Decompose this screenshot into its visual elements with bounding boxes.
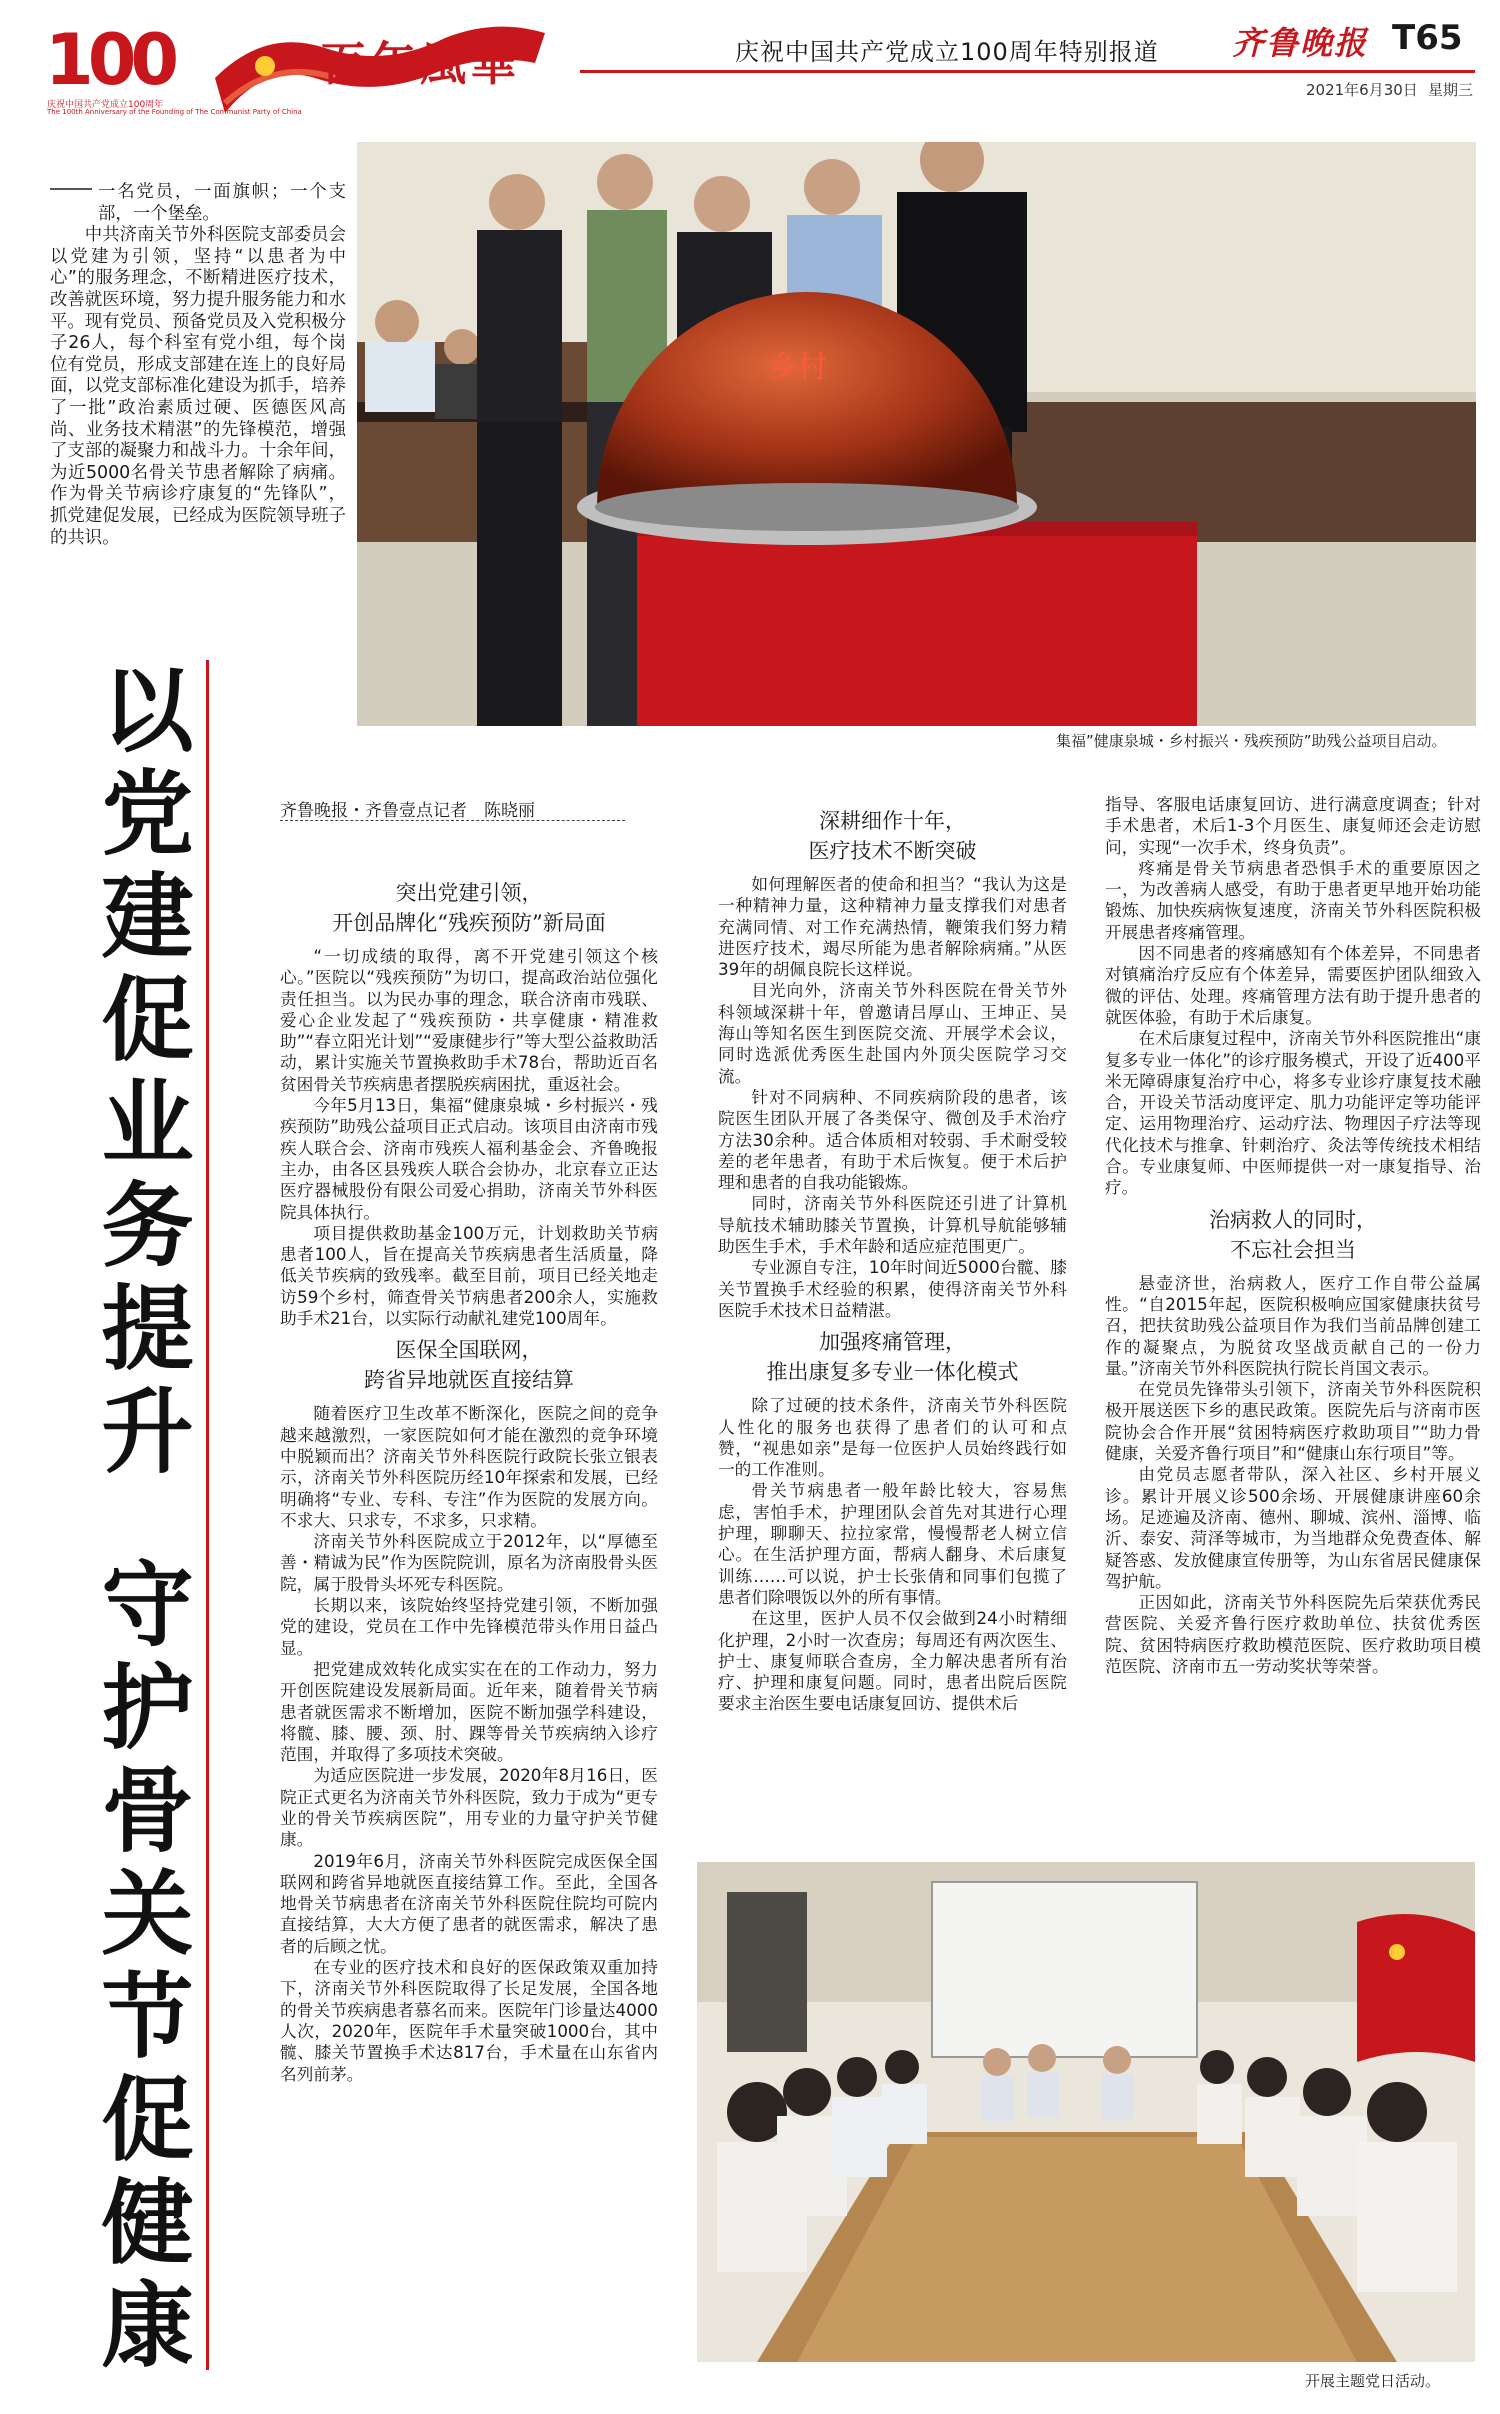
- headline-char: 节: [101, 1964, 194, 2071]
- paragraph: 在这里，医护人员不仅会做到24小时精细化护理，2小时一次查房；每周还有两次医生、护士、康复师联合查房，全力解决患者所有治疗、护理和康复问题。同时，患者出院后医院要求主治医生要电话康复回访、提供术后: [718, 1608, 1067, 1714]
- header-divider: [580, 70, 1475, 73]
- headline-char: 升: [101, 1379, 194, 1486]
- headline-char: 康: [101, 2273, 194, 2380]
- subheading: [718, 1327, 1067, 1387]
- bottom-photo-caption: 开展主题党日活动。: [1305, 2372, 1441, 2390]
- subheading-line: 跨省异地就医直接结算: [364, 1368, 574, 1393]
- subheading: [280, 878, 658, 938]
- page-number: T65: [1392, 18, 1463, 58]
- article-column-1: [280, 872, 658, 2085]
- subheading: [718, 806, 1067, 866]
- subheading-line: 深耕细作十年，: [819, 809, 966, 833]
- paragraph: 目光向外，济南关节外科医院在骨关节外科领域深耕十年，曾邀请吕厚山、王坤正、吴海山等知名医生到医院交流、开展学术会议，同时选派优秀医生赴国内外顶尖医院学习交流。: [718, 980, 1067, 1086]
- main-headline: [95, 660, 200, 2378]
- subheading-line: 开创品牌化“残疾预防”新局面: [332, 911, 606, 935]
- paragraph: 项目提供救助基金100万元，计划救助关节病患者100人，旨在提高关节疾病患者生活质量，降低关节疾病的致残率。截至目前，项目已经关地走访59个乡村，筛查骨关节病患者200余人，实施救助手术21台，以实际行动献礼建党100周年。: [280, 1222, 658, 1329]
- headline-char: 骨: [101, 1758, 194, 1865]
- paragraph: 骨关节病患者一般年龄比较大，容易焦虑，害怕手术，护理团队会首先对其进行心理护理，聊聊天、拉拉家常，慢慢帮老人树立信心。在生活护理方面，帮病人翻身、术后康复训练……可以说，护士长张倩和同事们包揽了患者们除喂饭以外的所有事情。: [718, 1480, 1067, 1607]
- subheading-line: 医疗技术不断突破: [808, 839, 977, 863]
- lead-paragraph: [50, 182, 346, 549]
- paragraph: 把党建成效转化成实实在在的工作动力，努力开创医院建设发展新局面。近年来，随着骨关节病患者就医需求不断增加，医院不断加强学科建设，将髋、膝、腰、颈、肘、踝等骨关节疾病纳入诊疗范围，并取得了多项技术突破。: [280, 1658, 658, 1765]
- launch-ceremony-photo: [357, 142, 1476, 726]
- paragraph: 指导、客服电话康复回访、进行满意度调查；针对手术患者，术后1-3个月医生、康复师还会走访慰问，实现“一次手术，终身负责”。: [1105, 794, 1481, 857]
- headline-char: 党: [101, 761, 194, 868]
- subheading-line: 推出康复多专业一体化模式: [766, 1360, 1019, 1385]
- paragraph: 如何理解医者的使命和担当？“我认为这是一种精神力量，这种精神力量支撑我们对患者充满同情、对工作充满热情，鞭策我们努力精进医疗技术，竭尽所能为患者解除病痛。”从医39年的胡佩良院长这样说。: [718, 874, 1067, 980]
- headline-char: 护: [101, 1655, 194, 1762]
- paragraph: 除了过硬的技术条件，济南关节外科医院人性化的服务也获得了患者们的认可和点赞，“视患如亲”是每一位医护人员始终践行如一的工作准则。: [718, 1395, 1067, 1480]
- paragraph: 为适应医院进一步发展，2020年8月16日，医院正式更名为济南关节外科医院，致力于成为“更专业的骨关节疾病医院”，用专业的力量守护关节健康。: [280, 1765, 658, 1850]
- lead-paragraph-line: 一名党员，一面旗帜；一个支部，一个堡垒。: [98, 182, 346, 224]
- paragraph: 长期以来，该院始终坚持党建引领，不断加强党的建设，党员在工作中先锋模范带头作用日益凸显。: [280, 1595, 658, 1658]
- paragraph: 同时，济南关节外科医院还引进了计算机导航技术辅助膝关节置换，计算机导航能够辅助医生手术，手术年龄和适应症范围更广。: [718, 1193, 1067, 1257]
- subheading-line: 治病救人的同时，: [1209, 1207, 1377, 1232]
- publication-date: 2021年6月30日: [1306, 81, 1418, 99]
- headline-char: 守: [101, 1552, 194, 1659]
- centenary-logo-caption-en: The 100th Anniversary of the Founding of The Communist Party of China: [47, 108, 302, 116]
- column-name: 百年風華: [320, 37, 520, 91]
- paragraph: 针对不同病种、不同疾病阶段的患者，该院医生团队开展了各类保守、微创及手术治疗方法30余种。适合体质相对较弱、手术耐受较差的老年患者，有助于术后恢复。便于术后护理和患者的自我功能锻炼。: [718, 1086, 1067, 1193]
- headline-char: 务: [101, 1173, 194, 1280]
- headline-char: 业: [101, 1070, 194, 1177]
- subheading-line: 突出党建引领，: [395, 881, 543, 905]
- centenary-logo: [45, 19, 302, 116]
- launch-ceremony-illustration: [357, 142, 1476, 726]
- subheading-line: 加强疼痛管理，: [819, 1330, 966, 1355]
- headline-char: 促: [101, 2067, 194, 2174]
- special-report-title: 庆祝中国共产党成立100周年特别报道: [735, 38, 1159, 66]
- paragraph: 随着医疗卫生改革不断深化，医院之间的竞争越来越激烈，一家医院如何才能在激烈的竞争环境中脱颖而出？济南关节外科医院行政院长张立银表示，济南关节外科医院历经10年探索和发展，已经明确将“专业、专科、专注”作为医院的发展方向。不求大、只求专，不求多，只求精。: [280, 1403, 658, 1530]
- headline-rule: [206, 660, 209, 2370]
- subheading-line: 不忘社会担当: [1230, 1237, 1356, 1262]
- headline-char: 促: [101, 967, 194, 1074]
- dome-text: 乡村: [767, 350, 827, 385]
- publication-weekday: 星期三: [1428, 81, 1474, 99]
- paragraph: 在术后康复过程中，济南关节外科医院推出“康复多专业一体化”的诊疗服务模式，开设了近400平米无障碍康复治疗中心，将多专业诊疗康复技术融合，开设关节活动度评定、肌力功能评定等功能评定、运用物理治疗、运动疗法、物理因子疗法等现代化技术与推拿、针刺治疗、灸法等传统技术相结合。专业康复师、中医师提供一对一康复指导、治疗。: [1105, 1028, 1481, 1198]
- subheading: [1105, 1205, 1481, 1265]
- paragraph: 在专业的医疗技术和良好的医保政策双重加持下，济南关节外科医院取得了长足发展，全国各地的骨关节疾病患者慕名而来。医院年门诊量达4000人次，2020年，医院年手术量突破1000台，其中髋、膝关节置换手术达817台，手术量在山东省内名列前茅。: [280, 1957, 658, 2084]
- centenary-logo-number: 100: [45, 19, 174, 101]
- top-photo-caption: 集福”健康泉城・乡村振兴・残疾预防”助残公益项目启动。: [1056, 732, 1447, 750]
- paragraph: 2019年6月，济南关节外科医院完成医保全国联网和跨省异地就医直接结算工作。至此，全国各地骨关节病患者在济南关节外科医院住院均可院内直接结算，大大方便了患者的就医需求，解决了患者的后顾之忧。: [280, 1850, 658, 1956]
- subheading: [280, 1335, 658, 1395]
- paragraph: “一切成绩的取得，离不开党建引领这个核心。”医院以“残疾预防”为切口，提高政治站位强化责任担当。以为民办事的理念，联合济南市残联、爱心企业发起了“残疾预防・共享健康・精准救助”“春立阳光计划”“爱康健步行”等大型公益救助活动，累计实施关节置换救助手术78台，帮助近百名贫困骨关节疾病患者摆脱疾病困扰，重返社会。: [280, 946, 658, 1094]
- paragraph: 疼痛是骨关节病患者恐惧手术的重要原因之一，为改善病人感受，有助于患者更早地开始功能锻炼、加快疾病恢复速度，济南关节外科医院积极开展患者疼痛管理。: [1105, 857, 1481, 942]
- headline-char: 关: [101, 1861, 194, 1968]
- subheading-line: 医保全国联网，: [395, 1338, 543, 1363]
- paragraph: 专业源自专注，10年时间近5000台髋、膝关节置换手术经验的积累，使得济南关节外科医院手术技术日益精湛。: [718, 1257, 1067, 1320]
- paragraph: 由党员志愿者带队，深入社区、乡村开展义诊。累计开展义诊500余场、开展健康讲座60余场。足迹遍及济南、德州、聊城、滨州、淄博、临沂、泰安、菏泽等城市，为当地群众免费查体、解疑答惑、发放健康宣传册等，为山东省居民健康保驾护航。: [1105, 1464, 1481, 1591]
- paragraph: 今年5月13日，集福“健康泉城・乡村振兴・残疾预防”助残公益项目正式启动。该项目由济南市残疾人联合会、济南市残疾人福利基金会、齐鲁晚报主办，由各区县残疾人联合会协办，北京春立正达医疗器械股份有限公司爱心捐助，济南关节外科医院具体执行。: [280, 1095, 658, 1222]
- newspaper-name: 齐鲁晚报: [1232, 24, 1369, 62]
- headline-char: 建: [101, 864, 194, 971]
- lead-paragraph-body: 中共济南关节外科医院支部委员会以党建为引领，坚持“以患者为中心”的服务理念，不断精进医疗技术，改善就医环境，努力提升服务能力和水平。现有党员、预备党员及入党积极分子26人，每个科室有党小组，每个岗位有党员，形成支部建在连上的良好局面，以党支部标准化建设为抓手，培养了一批”政治素质过硬、医德医风高尚、业务技术精湛”的先锋模范，增强了支部的凝聚力和战斗力。十余年间，为近5000名骨关节患者解除了病痛。作为骨关节病诊疗康复的“先锋队”，抓党建促发展，已经成为医院领导班子的共识。: [50, 225, 346, 548]
- paragraph: 济南关节外科医院成立于2012年，以“厚德至善・精诚为民”作为医院院训，原名为济南股骨头医院，属于股骨头坏死专科医院。: [280, 1531, 658, 1594]
- article-column-3: [1105, 794, 1481, 1677]
- byline: 齐鲁晚报・齐鲁壹点记者 陈晓丽: [280, 801, 535, 821]
- paragraph: 因不同患者的疼痛感知有个体差异，不同患者对镇痛治疗反应有个体差异，需要医护团队细致入微的评估、处理。疼痛管理方法有助于提升患者的就医体验，有助于术后康复。: [1105, 943, 1481, 1027]
- page-header: [0, 0, 1500, 130]
- party-day-meeting-photo: [697, 1862, 1475, 2362]
- article-column-2: [718, 800, 1067, 1715]
- meeting-room-illustration: [697, 1862, 1475, 2362]
- headline-char: 提: [101, 1276, 194, 1383]
- centenary-logo-caption: 庆祝中国共产党成立100周年: [47, 100, 164, 110]
- headline-char: 以: [101, 658, 194, 765]
- paragraph: 正因如此，济南关节外科医院先后荣获优秀民营医院、关爱齐鲁行医疗救助单位、扶贫优秀医院、贫困特病医疗救助模范医院、医疗救助项目模范医院、济南市五一劳动奖状等荣誉。: [1105, 1592, 1481, 1676]
- paragraph: 在党员先锋带头引领下，济南关节外科医院积极开展送医下乡的惠民政策。医院先后与济南市医院协会合作开展“贫困特病医疗救助项目”“助力骨健康，关爱齐鲁行项目”和“健康山东行项目”等。: [1105, 1379, 1481, 1464]
- byline-rule: [280, 820, 625, 821]
- headline-char: 健: [101, 2170, 194, 2277]
- headline-gap: [95, 1484, 200, 1554]
- paragraph: 悬壶济世，治病救人，医疗工作自带公益属性。“自2015年起，医院积极响应国家健康扶贫号召，把扶贫助残公益项目作为我们当前品牌创建工作的凝聚点，为脱贫攻坚战贡献自己的一份力量。”济南关节外科医院执行院长肖国文表示。: [1105, 1272, 1481, 1378]
